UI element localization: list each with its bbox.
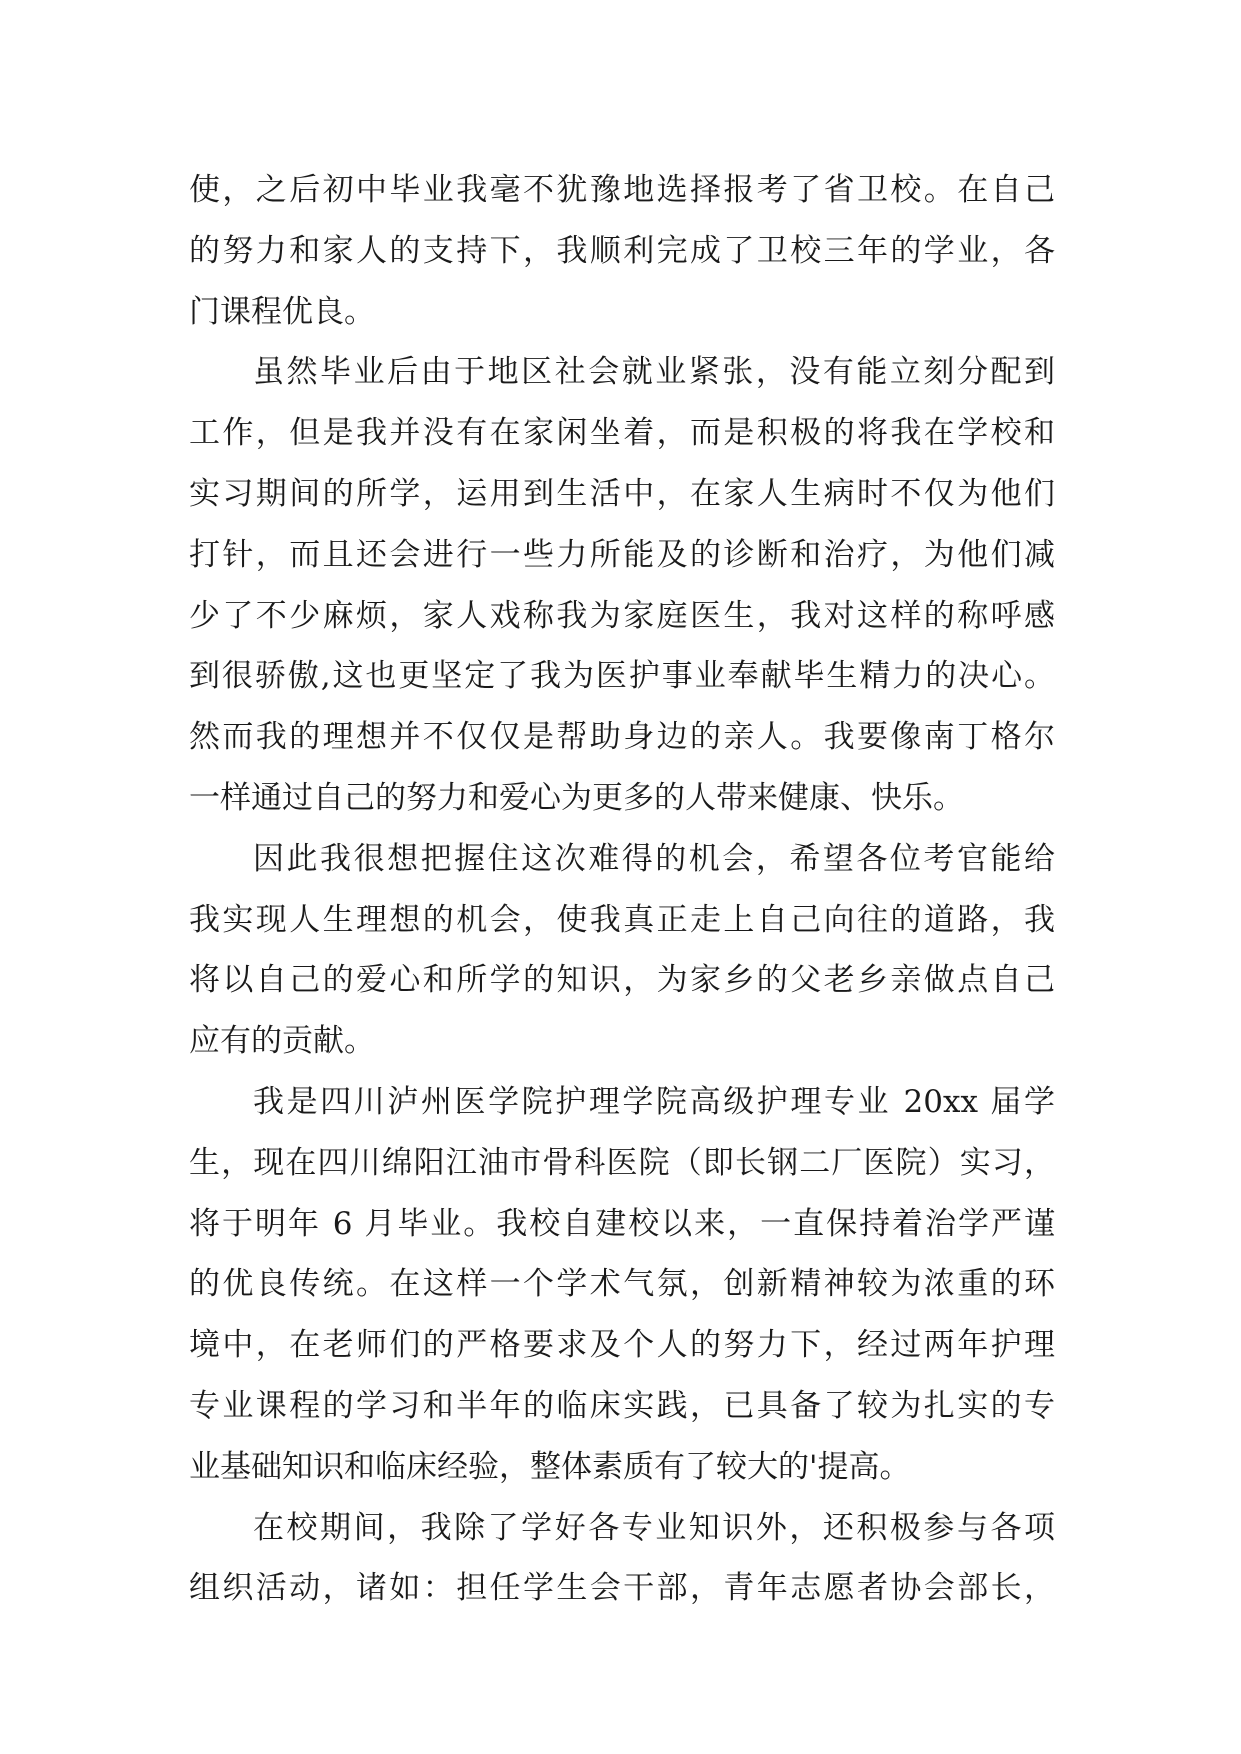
paragraph — [189, 1498, 1055, 1620]
paragraph — [189, 829, 1055, 1072]
paragraph — [189, 160, 1055, 342]
text-line: 组织活动，诸如：担任学生会干部，青年志愿者协会部长， — [189, 1570, 1055, 1607]
text-line: 在校期间，我除了学好各专业知识外，还积极参与各项 — [253, 1509, 1055, 1546]
text-line: 我是四川泸州医学院护理学院高级护理专业 20xx 届学 — [253, 1083, 1055, 1120]
text-line: 实习期间的所学，运用到生活中，在家人生病时不仅为他们 — [189, 475, 1055, 512]
text-line: 的优良传统。在这样一个学术气氛，创新精神较为浓重的环 — [189, 1266, 1055, 1303]
paragraph — [189, 1072, 1055, 1498]
document-body — [189, 160, 1055, 1619]
text-line: 因此我很想把握住这次难得的机会，希望各位考官能给 — [253, 840, 1055, 877]
text-line: 生，现在四川绵阳江油市骨科医院（即长钢二厂医院）实习， — [189, 1144, 1055, 1181]
text-line: 一样通过自己的努力和爱心为更多的人带来健康、快乐。 — [189, 779, 964, 816]
text-line: 的努力和家人的支持下，我顺利完成了卫校三年的学业，各 — [189, 232, 1055, 269]
text-line: 少了不少麻烦，家人戏称我为家庭医生，我对这样的称呼感 — [189, 597, 1055, 634]
text-line: 到很骄傲,这也更坚定了我为医护事业奉献毕生精力的决心。 — [189, 658, 1055, 695]
text-line: 将于明年 6 月毕业。我校自建校以来，一直保持着治学严谨 — [189, 1205, 1055, 1242]
text-line: 专业课程的学习和半年的临床实践，已具备了较为扎实的专 — [189, 1387, 1055, 1424]
text-line: 境中，在老师们的严格要求及个人的努力下，经过两年护理 — [189, 1327, 1055, 1364]
text-line: 应有的贡献。 — [189, 1023, 375, 1060]
text-line: 业基础知识和临床经验，整体素质有了较大的'提高。 — [189, 1448, 911, 1485]
text-line: 我实现人生理想的机会，使我真正走上自己向往的道路，我 — [189, 901, 1055, 938]
text-line: 门课程优良。 — [189, 293, 375, 330]
text-line: 虽然毕业后由于地区社会就业紧张，没有能立刻分配到 — [253, 354, 1055, 391]
text-line: 使，之后初中毕业我毫不犹豫地选择报考了省卫校。在自己 — [189, 172, 1055, 208]
text-line: 工作，但是我并没有在家闲坐着，而是积极的将我在学校和 — [189, 415, 1055, 452]
text-line: 将以自己的爱心和所学的知识，为家乡的父老乡亲做点自己 — [189, 962, 1055, 999]
paragraph — [189, 342, 1055, 828]
text-line: 打针，而且还会进行一些力所能及的诊断和治疗，为他们减 — [189, 536, 1055, 573]
text-line: 然而我的理想并不仅仅是帮助身边的亲人。我要像南丁格尔 — [189, 719, 1055, 756]
